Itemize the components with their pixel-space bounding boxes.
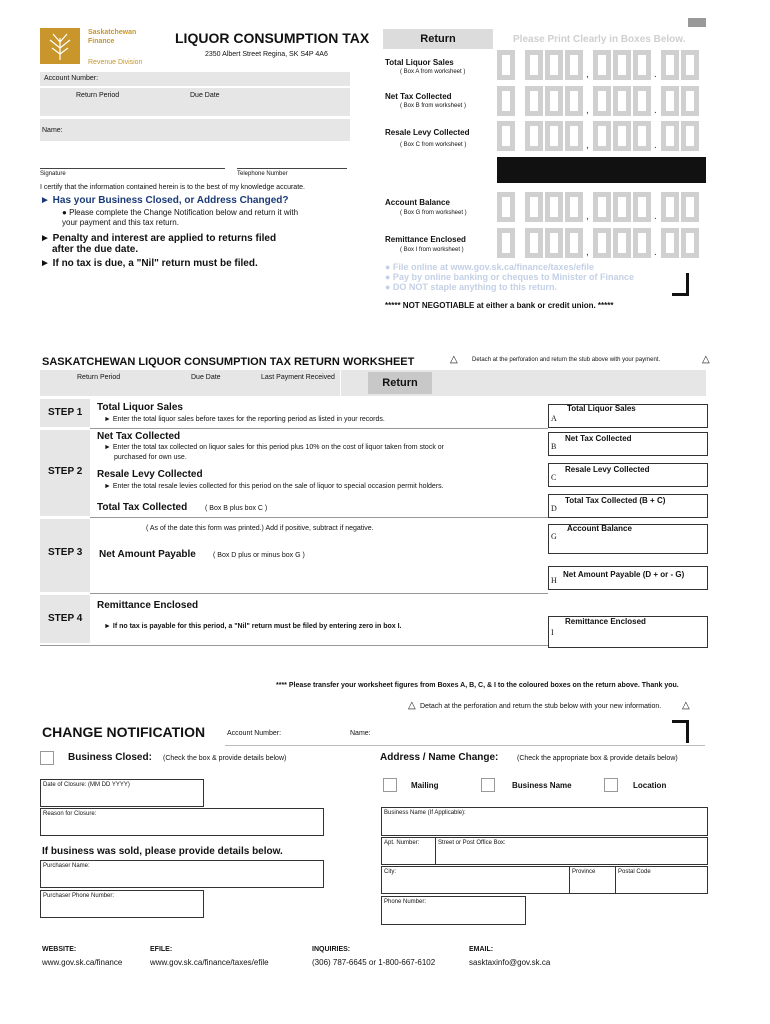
- nil-line: ► If no tax is due, a "Nil" return must be filed.: [40, 258, 258, 269]
- mailing-label: Mailing: [411, 781, 439, 790]
- signature-line[interactable]: [40, 168, 225, 169]
- s3-note: ( Box D plus or minus box G ): [213, 552, 305, 559]
- transfer-note: **** Please transfer your worksheet figures from Boxes A, B, C, & I to the coloured boxes on the return above. Thank you.: [276, 682, 679, 689]
- change-name-label: Name:: [350, 730, 371, 737]
- detach-arrow-icon-3: △: [408, 700, 416, 711]
- saskatchewan-logo-icon: [40, 28, 80, 64]
- address-change-note: (Check the appropriate box & provide details below): [517, 755, 678, 762]
- corner-tab: [688, 18, 706, 27]
- total-liquor-sales-note: ( Box A from worksheet ): [400, 69, 466, 75]
- telephone-line[interactable]: [237, 168, 347, 169]
- not-negotiable: ***** NOT NEGOTIABLE at either a bank or credit union. *****: [385, 301, 614, 310]
- step4-cell: STEP 4: [40, 595, 90, 643]
- s3-title: Net Amount Payable: [99, 549, 196, 560]
- s4-desc: ► If no tax is payable for this period, a "Nil" return must be filed by entering zero in box I.: [104, 623, 402, 630]
- detach-note: Detach at the perforation and return the stub above with your payment.: [472, 357, 661, 363]
- box-d[interactable]: Total Tax Collected (B + C) D: [548, 494, 708, 518]
- s2c-title: Total Tax Collected: [97, 502, 188, 513]
- website-label: WEBSITE:: [42, 946, 77, 953]
- resale-levy-label: Resale Levy Collected: [385, 128, 470, 137]
- org-name-2: Finance: [88, 38, 115, 45]
- period-row: [40, 88, 350, 116]
- street-field[interactable]: Street or Post Office Box:: [435, 837, 708, 865]
- city-field[interactable]: City:: [381, 866, 571, 894]
- mailing-checkbox[interactable]: [383, 778, 397, 792]
- corner-mark-2: [672, 720, 689, 743]
- print-note: Please Print Clearly in Boxes Below.: [513, 34, 686, 45]
- s2a-title: Net Tax Collected: [97, 431, 181, 442]
- inquiries-phone: (306) 787-6645 or 1-800-667-6102: [312, 958, 436, 967]
- box-g[interactable]: Account Balance G: [548, 524, 708, 554]
- return-banner: Return: [383, 29, 493, 49]
- reason-field[interactable]: Reason for Closure:: [40, 808, 324, 836]
- org-name: Saskatchewan: [88, 29, 137, 36]
- inquiries-label: INQUIRIES:: [312, 946, 351, 953]
- remittance-note: ( Box I from worksheet ): [400, 247, 464, 253]
- sold-heading: If business was sold, please provide details below.: [42, 846, 283, 857]
- address-change-label: Address / Name Change:: [380, 752, 499, 763]
- apt-number-field[interactable]: Apt. Number:: [381, 837, 437, 865]
- account-balance-note: ( Box G from worksheet ): [400, 210, 467, 216]
- s2c-note: ( Box B plus box C ): [205, 505, 268, 512]
- email-link[interactable]: sasktaxinfo@gov.sk.ca: [469, 958, 551, 967]
- s1-title: Total Liquor Sales: [97, 402, 183, 413]
- division-label: Revenue Division: [88, 59, 143, 66]
- box-i[interactable]: Remittance Enclosed I: [548, 616, 708, 648]
- box-a[interactable]: Total Liquor Sales A: [548, 404, 708, 428]
- resale-levy-boxes[interactable]: , .: [497, 121, 699, 151]
- closed-bullet: ● Please complete the Change Notification below and return it with your payment and this tax return.: [62, 208, 299, 227]
- certify-text: I certify that the information contained herein is to the best of my knowledge accurate.: [40, 184, 305, 191]
- efile-label: EFILE:: [150, 946, 173, 953]
- email-label: EMAIL:: [469, 946, 494, 953]
- province-field[interactable]: Province: [569, 866, 617, 894]
- postal-code-field[interactable]: Postal Code: [615, 866, 708, 894]
- remittance-boxes[interactable]: , .: [497, 228, 699, 258]
- detach-note-2: Detach at the perforation and return the stub below with your new information.: [420, 703, 662, 710]
- no-staple-note: ● DO NOT staple anything to this return.: [385, 282, 557, 292]
- total-liquor-sales-boxes[interactable]: , .: [497, 50, 699, 80]
- signature-label: Signature: [40, 171, 66, 177]
- account-balance-label: Account Balance: [385, 198, 450, 207]
- s1-desc: ► Enter the total liquor sales before taxes for the reporting period as listed in your records.: [104, 416, 385, 423]
- step2-cell: STEP 2: [40, 430, 90, 516]
- net-tax-note: ( Box B from worksheet ): [400, 103, 467, 109]
- return-period-label: Return Period: [76, 92, 120, 99]
- name-field[interactable]: Name:: [40, 119, 350, 141]
- location-checkbox[interactable]: [604, 778, 618, 792]
- black-bar: [497, 157, 706, 183]
- business-closed-label: Business Closed:: [68, 752, 152, 763]
- business-name-label: Business Name: [512, 781, 572, 790]
- detach-arrow-icon: △: [450, 354, 458, 365]
- step3-cell: STEP 3: [40, 519, 90, 592]
- s2b-title: Resale Levy Collected: [97, 469, 203, 480]
- pay-online-note: ● Pay by online banking or cheques to Minister of Finance: [385, 272, 634, 282]
- file-online-note: ● File online at www.gov.sk.ca/finance/taxes/efile: [385, 262, 595, 272]
- business-name-field[interactable]: Business Name (If Applicable):: [381, 807, 708, 836]
- box-c[interactable]: Resale Levy Collected C: [548, 463, 708, 487]
- step1-cell: STEP 1: [40, 399, 90, 427]
- worksheet-return-tab: Return: [368, 372, 432, 394]
- date-of-closure-field[interactable]: Date of Closure: (MM DD YYYY): [40, 779, 204, 807]
- change-account-label: Account Number:: [227, 730, 282, 737]
- s4-title: Remittance Enclosed: [97, 600, 199, 611]
- total-liquor-sales-label: Total Liquor Sales: [385, 58, 454, 67]
- worksheet-title: SASKATCHEWAN LIQUOR CONSUMPTION TAX RETURN WORKSHEET: [42, 356, 415, 368]
- box-h[interactable]: Net Amount Payable (D + or - G) H: [548, 566, 708, 590]
- penalty-line1: ► Penalty and interest are applied to returns filed: [40, 233, 277, 244]
- net-tax-label: Net Tax Collected: [385, 92, 452, 101]
- due-date-label: Due Date: [190, 92, 220, 99]
- resale-levy-note: ( Box C from worksheet ): [400, 142, 467, 148]
- change-title: CHANGE NOTIFICATION: [42, 724, 206, 740]
- detach-arrow-icon-2: △: [702, 354, 710, 365]
- detach-arrow-icon-4: △: [682, 700, 690, 711]
- location-label: Location: [633, 781, 667, 790]
- s2a-desc1: ► Enter the total tax collected on liquor sales for this period plus 10% on the cost of liquor taken from stock or: [104, 444, 444, 451]
- worksheet-period-bar: Return Period Due Date Last Payment Received: [40, 370, 706, 396]
- telephone-label: Telephone Number: [237, 171, 288, 177]
- form-address: 2350 Albert Street Regina, SK S4P 4A6: [205, 51, 328, 58]
- business-name-checkbox[interactable]: [481, 778, 495, 792]
- phone-number-field[interactable]: Phone Number:: [381, 896, 526, 925]
- closed-heading: ► Has your Business Closed, or Address Changed?: [40, 195, 289, 206]
- remittance-label: Remittance Enclosed: [385, 235, 466, 244]
- account-balance-boxes[interactable]: , .: [497, 192, 699, 222]
- corner-mark: [672, 273, 689, 296]
- account-number-field[interactable]: Account Number:: [40, 72, 350, 86]
- efile-link[interactable]: www.gov.sk.ca/finance/taxes/efile: [150, 958, 269, 967]
- business-closed-note: (Check the box & provide details below): [163, 755, 287, 762]
- s2a-desc2: purchased for own use.: [114, 454, 187, 461]
- s2b-desc: ► Enter the total resale levies collected for this period on the sale of liquor to special occasion permit holders.: [104, 483, 444, 490]
- s3-pre: ( As of the date this form was printed.) Add if positive, subtract if negative.: [146, 525, 374, 532]
- website-link[interactable]: www.gov.sk.ca/finance: [42, 958, 123, 967]
- business-closed-checkbox[interactable]: [40, 751, 54, 765]
- box-b[interactable]: Net Tax Collected B: [548, 432, 708, 456]
- penalty-line2: after the due date.: [52, 244, 139, 255]
- purchaser-name-field[interactable]: Purchaser Name:: [40, 860, 324, 888]
- purchaser-phone-field[interactable]: Purchaser Phone Number:: [40, 890, 204, 918]
- net-tax-boxes[interactable]: , .: [497, 86, 699, 116]
- form-title: LIQUOR CONSUMPTION TAX: [175, 30, 370, 46]
